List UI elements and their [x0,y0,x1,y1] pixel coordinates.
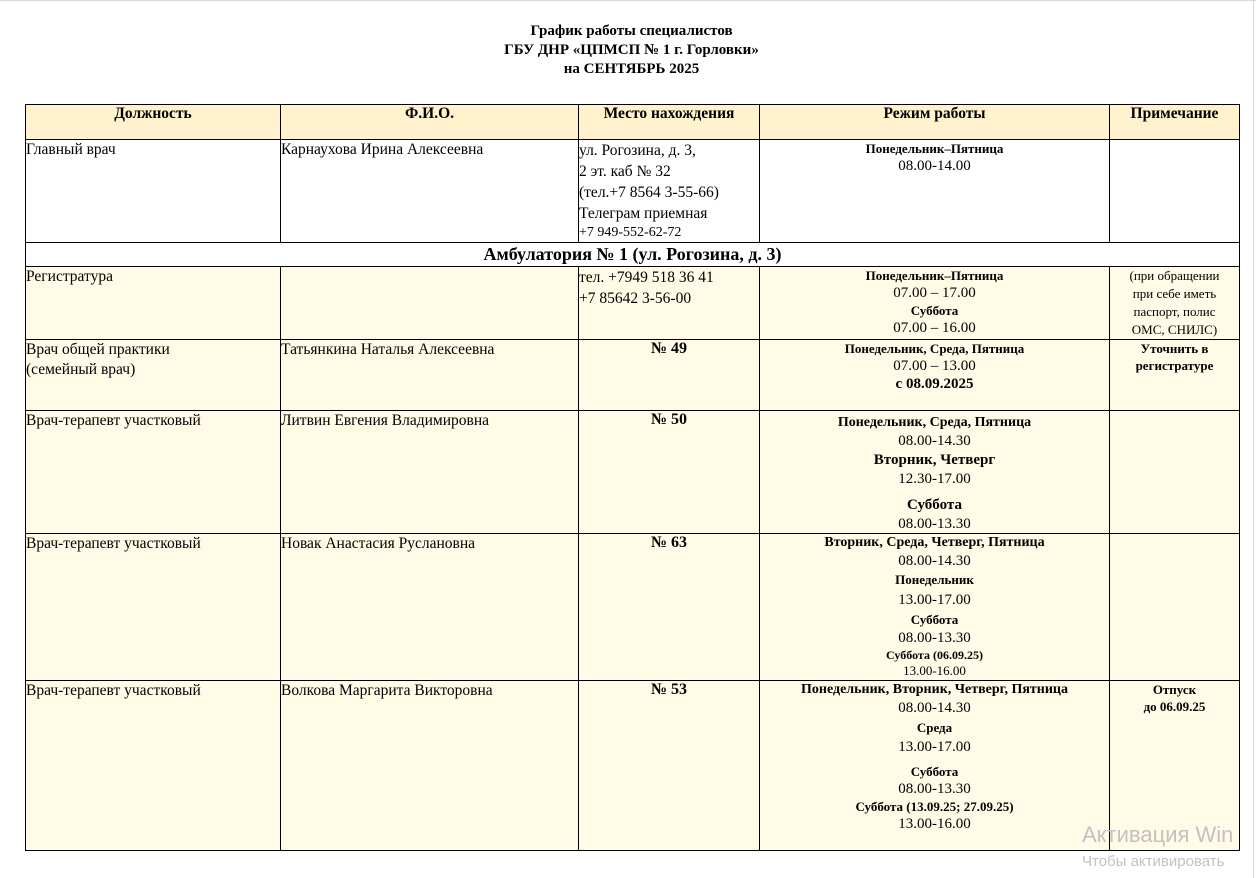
note-line: Уточнить в [1140,341,1209,356]
schedule-table [25,104,1240,851]
schedule-days: Понедельник–Пятница [865,141,1004,156]
schedule-days: Суббота (06.09.25) [886,648,983,662]
schedule-time: 13.00-16.00 [898,816,971,832]
cell-name: Карнаухова Ирина Алексеевна [281,140,579,243]
table-row [26,140,1240,243]
location-line: +7 949-552-62-72 [579,225,682,240]
schedule-time: 07.00 – 13.00 [893,358,976,374]
cell-name: Татьянкина Наталья Алексеевна [281,340,579,411]
section-row [26,243,1240,267]
schedule-days: Вторник, Четверг [873,452,996,468]
cell-note [1110,267,1240,340]
schedule-days: Вторник, Среда, Четверг, Пятница [824,535,1045,550]
cell-schedule [760,340,1110,411]
table-row [26,534,1240,681]
note-line: ОМС, СНИЛС) [1131,322,1218,337]
schedule-time: 08.00-14.30 [898,700,971,716]
right-border [1253,0,1254,878]
column-header-schedule: Режим работы [760,105,1110,140]
document-header [0,22,1256,79]
table-header-row [26,105,1240,140]
top-border [0,0,1256,1]
schedule-days: Понедельник–Пятница [865,268,1004,283]
cell-note [1110,534,1240,681]
location-line: +7 85642 3-56-00 [579,290,692,307]
cell-schedule [760,267,1110,340]
note-line: регистратуре [1135,358,1214,373]
cell-position: Врач-терапевт участковый [26,681,281,851]
location-line: тел. +7949 518 36 41 [579,269,714,286]
schedule-time: 07.00 – 17.00 [893,285,976,301]
cell-note [1110,411,1240,534]
schedule-days: Суббота (13.09.25; 27.09.25) [855,799,1014,814]
schedule-start-date: с 08.09.2025 [895,376,974,392]
table-row [26,267,1240,340]
location-line: ул. Рогозина, д. 3, [579,142,696,159]
cell-location [579,140,760,243]
schedule-days: Понедельник, Среда, Пятница [837,415,1032,430]
cell-location: № 63 [579,534,760,681]
cell-position: Регистратура [26,267,281,340]
cell-location: № 53 [579,681,760,851]
schedule-time: 08.00-13.30 [898,516,971,532]
location-line: 2 эт. каб № 32 [579,163,671,180]
activation-watermark-title: Активация Win [1082,822,1234,847]
section-title: Амбулатория № 1 (ул. Рогозина, д. 3) [26,243,1240,267]
cell-name: Новак Анастасия Руслановна [281,534,579,681]
schedule-days: Суббота [907,497,962,513]
cell-name: Литвин Евгения Владимировна [281,411,579,534]
cell-location [579,267,760,340]
position-line: (семейный врач) [26,361,136,378]
position-line: Врач общей практики [26,341,170,358]
schedule-days: Среда [916,720,953,735]
cell-schedule [760,140,1110,243]
schedule-time: 12.30-17.00 [898,471,971,487]
schedule-days: Понедельник [895,572,974,587]
column-header-location: Место нахождения [579,105,760,140]
schedule-days: Суббота [910,612,959,627]
header-title: График работы специалистов [530,23,733,39]
cell-location: № 50 [579,411,760,534]
schedule-days: Суббота [910,303,959,318]
cell-position: Врач-терапевт участковый [26,411,281,534]
activation-watermark-subtitle: Чтобы активировать [1082,853,1225,870]
cell-location: № 49 [579,340,760,411]
schedule-days: Понедельник, Среда, Пятница [844,341,1025,356]
table-row [26,681,1240,851]
column-header-position: Должность [26,105,281,140]
column-header-note: Примечание [1110,105,1240,140]
schedule-time: 08.00-14.30 [898,433,971,449]
cell-schedule [760,411,1110,534]
schedule-time: 13.00-16.00 [903,663,966,678]
note-line: паспорт, полис [1133,304,1216,319]
cell-name: Волкова Маргарита Викторовна [281,681,579,851]
cell-note [1110,340,1240,411]
schedule-days: Понедельник, Вторник, Четверг, Пятница [801,682,1068,697]
schedule-time: 08.00-14.00 [898,158,971,174]
cell-schedule [760,534,1110,681]
header-month: на СЕНТЯБРЬ 2025 [563,61,700,77]
note-line: (при обращении [1129,268,1220,283]
schedule-time: 13.00-17.00 [898,739,971,755]
note-line: до 06.09.25 [1143,699,1206,714]
schedule-time: 08.00-13.30 [898,630,971,646]
schedule-days: Суббота [910,764,959,779]
cell-schedule [760,681,1110,851]
schedule-time: 08.00-14.30 [898,553,971,569]
column-header-name: Ф.И.О. [281,105,579,140]
location-line: (тел.+7 8564 3-55-66) [579,184,719,201]
cell-note [1110,140,1240,243]
table-row [26,411,1240,534]
location-line: Телеграм приемная [579,205,708,222]
header-organization: ГБУ ДНР «ЦПМСП № 1 г. Горловки» [504,42,759,58]
cell-name [281,267,579,340]
schedule-time: 13.00-17.00 [898,592,971,608]
schedule-time: 07.00 – 16.00 [893,320,976,336]
cell-position [26,340,281,411]
note-line: Отпуск [1152,682,1197,697]
schedule-time: 08.00-13.30 [898,781,971,797]
cell-position: Врач-терапевт участковый [26,534,281,681]
cell-position: Главный врач [26,140,281,243]
table-row [26,340,1240,411]
note-line: при себе иметь [1132,286,1217,301]
